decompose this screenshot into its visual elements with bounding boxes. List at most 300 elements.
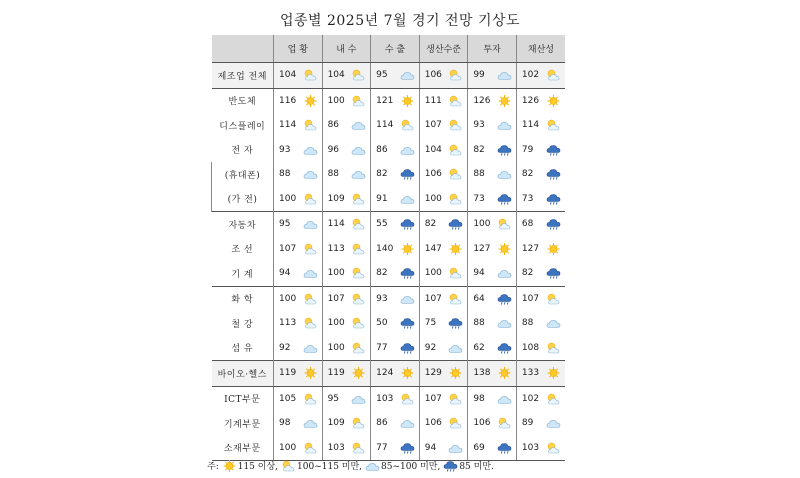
table-cell: [419, 187, 468, 212]
table-cell: [468, 361, 517, 387]
cell-value: 106: [424, 418, 442, 429]
cell-value: 100: [424, 193, 442, 204]
table-cell: [274, 436, 323, 461]
rain-weather-icon: [448, 218, 463, 230]
cell-value: 106: [424, 70, 442, 81]
table-cell: [274, 286, 323, 311]
table-cell: [371, 436, 420, 461]
cloud-weather-icon: [497, 393, 512, 405]
sun-weather-icon: [400, 95, 415, 107]
table-cell: [371, 88, 420, 113]
table-cell: [274, 237, 323, 262]
column-header: 투자: [468, 35, 517, 63]
table-cell: [419, 63, 468, 89]
partly-weather-icon: [448, 293, 463, 305]
partly-weather-icon: [351, 267, 366, 279]
table-cell: [516, 237, 565, 262]
table-cell: [371, 336, 420, 361]
row-label: ICT부문: [212, 386, 274, 411]
column-header: 생산수준: [419, 35, 468, 63]
cell-value: 126: [521, 95, 540, 106]
cell-value: 138: [473, 368, 491, 379]
table-cell: [419, 261, 468, 286]
table-cell: [419, 162, 468, 187]
partly-weather-icon: [303, 193, 318, 205]
rain-weather-icon: [443, 460, 458, 472]
table-cell: [419, 336, 468, 361]
table-row: [212, 311, 566, 336]
cell-value: 82: [521, 268, 534, 279]
cell-value: 106: [473, 418, 491, 429]
table-cell: [371, 386, 420, 411]
cell-value: 102: [521, 70, 540, 81]
partly-weather-icon: [546, 342, 561, 354]
cell-value: 94: [424, 442, 437, 453]
page-title: 업종별 2025년 7월 경기 전망 기상도: [279, 13, 521, 29]
sun-weather-icon: [546, 367, 561, 379]
table-cell: [274, 162, 323, 187]
table-cell: [371, 212, 420, 237]
cell-value: 133: [521, 368, 540, 379]
cloud-weather-icon: [303, 218, 318, 230]
rain-weather-icon: [400, 267, 415, 279]
cloud-weather-icon: [351, 144, 366, 156]
cell-value: 147: [424, 243, 442, 254]
table-row: [212, 261, 566, 286]
table-cell: [371, 361, 420, 387]
partly-weather-icon: [546, 119, 561, 131]
rain-weather-icon: [400, 442, 415, 454]
table-cell: [274, 336, 323, 361]
cell-value: 127: [521, 243, 540, 254]
cell-value: 111: [424, 95, 442, 106]
partly-weather-icon: [351, 243, 366, 255]
table-row: [212, 237, 566, 262]
table-cell: [322, 286, 371, 311]
cell-value: 64: [473, 293, 485, 304]
table-cell: [419, 237, 468, 262]
table-cell: [274, 261, 323, 286]
partly-weather-icon: [400, 393, 415, 405]
cell-value: 100: [279, 442, 297, 453]
sun-weather-icon: [497, 95, 512, 107]
cell-value: 107: [521, 293, 540, 304]
row-label: 화 학: [212, 286, 274, 311]
legend: [207, 459, 496, 472]
partly-weather-icon: [303, 69, 318, 81]
partly-weather-icon: [448, 168, 463, 180]
cell-value: 100: [473, 219, 491, 230]
cloud-weather-icon: [448, 342, 463, 354]
table-cell: [322, 436, 371, 461]
cell-value: 50: [376, 318, 388, 329]
partly-weather-icon: [351, 342, 366, 354]
partly-weather-icon: [351, 417, 366, 429]
table-row: [212, 411, 566, 436]
table-cell: [468, 286, 517, 311]
table-cell: [516, 187, 565, 212]
cell-value: 62: [473, 342, 485, 353]
cell-value: 88: [473, 318, 485, 329]
cell-value: 124: [376, 368, 394, 379]
table-cell: [419, 286, 468, 311]
sun-weather-icon: [497, 243, 512, 255]
cell-value: 107: [279, 243, 297, 254]
table-cell: [322, 411, 371, 436]
table-cell: [516, 88, 565, 113]
cell-value: 95: [279, 219, 291, 230]
table-cell: [322, 336, 371, 361]
partly-weather-icon: [351, 69, 366, 81]
cell-value: 102: [521, 393, 540, 404]
table-cell: [419, 113, 468, 138]
rain-weather-icon: [546, 168, 561, 180]
table-cell: [371, 311, 420, 336]
cell-value: 103: [327, 442, 345, 453]
cell-value: 100: [327, 318, 345, 329]
cell-value: 99: [473, 70, 485, 81]
rain-weather-icon: [400, 218, 415, 230]
table-row: [212, 63, 566, 89]
row-label: 기계부문: [223, 419, 261, 430]
cell-value: 73: [473, 193, 485, 204]
corner-cell: [212, 35, 274, 63]
partly-weather-icon: [351, 442, 366, 454]
row-label: (가 전): [212, 187, 274, 212]
cloud-weather-icon: [497, 69, 512, 81]
legend-text: 85 미만.: [459, 462, 494, 472]
table-cell: [419, 361, 468, 387]
partly-weather-icon: [303, 119, 318, 131]
partly-weather-icon: [303, 243, 318, 255]
row-label: 조 선: [231, 245, 254, 256]
table-cell: [468, 88, 517, 113]
cell-value: 98: [473, 393, 485, 404]
cloud-weather-icon: [400, 144, 415, 156]
cell-value: 73: [521, 193, 534, 204]
table-cell: [468, 187, 517, 212]
column-header: 업 황: [274, 35, 323, 63]
table-cell: [516, 336, 565, 361]
legend-text: 100~115 미만,: [297, 462, 363, 472]
table-cell: [274, 361, 323, 387]
row-label: 전 자: [231, 146, 254, 157]
row-label: 바이오·헬스: [212, 361, 274, 387]
cell-value: 86: [327, 120, 340, 131]
cell-value: 82: [473, 144, 485, 155]
cell-value: 127: [473, 243, 491, 254]
table-cell: [468, 63, 517, 89]
cell-value: 95: [376, 70, 388, 81]
cloud-weather-icon: [303, 267, 318, 279]
table-cell: [516, 436, 565, 461]
table-cell: [468, 113, 517, 138]
table-cell: [419, 386, 468, 411]
table-cell: [371, 138, 420, 163]
cell-value: 114: [327, 219, 345, 230]
cell-value: 113: [279, 318, 297, 329]
cell-value: 94: [473, 268, 485, 279]
cell-value: 69: [473, 442, 485, 453]
table-row: [212, 113, 566, 138]
table-row: [212, 162, 566, 187]
cell-value: 126: [473, 95, 491, 106]
table-row: [212, 336, 566, 361]
table-row: [212, 361, 566, 387]
sun-weather-icon: [351, 367, 366, 379]
table-cell: [516, 386, 565, 411]
cell-value: 107: [424, 293, 442, 304]
cell-value: 119: [327, 368, 345, 379]
partly-weather-icon: [448, 267, 463, 279]
cell-value: 79: [521, 144, 534, 155]
row-label: 디스플레이: [219, 121, 266, 132]
table-cell: [322, 88, 371, 113]
table-row: [212, 88, 566, 113]
table-cell: [468, 138, 517, 163]
cell-value: 82: [424, 219, 437, 230]
table-cell: [468, 411, 517, 436]
legend-text: 85~100 미만,: [381, 462, 441, 472]
cell-value: 114: [521, 120, 540, 131]
cell-value: 91: [376, 193, 388, 204]
partly-weather-icon: [351, 293, 366, 305]
cloud-weather-icon: [351, 393, 366, 405]
cell-value: 113: [327, 243, 345, 254]
table-cell: [371, 411, 420, 436]
cell-value: 109: [327, 418, 345, 429]
cell-value: 109: [327, 193, 345, 204]
table-cell: [274, 88, 323, 113]
row-label: 반도체: [212, 88, 274, 113]
table-cell: [419, 436, 468, 461]
rain-weather-icon: [400, 317, 415, 329]
cloud-weather-icon: [497, 119, 512, 131]
cell-value: 104: [327, 70, 345, 81]
table-cell: [322, 162, 371, 187]
sun-weather-icon: [448, 367, 463, 379]
table-cell: [322, 311, 371, 336]
table-cell: [322, 113, 371, 138]
sun-weather-icon: [546, 95, 561, 107]
rain-weather-icon: [497, 144, 512, 156]
sun-weather-icon: [400, 243, 415, 255]
table-cell: [371, 162, 420, 187]
sun-weather-icon: [222, 460, 237, 472]
table-cell: [322, 361, 371, 387]
cell-value: 108: [521, 342, 540, 353]
rain-weather-icon: [497, 193, 512, 205]
partly-weather-icon: [448, 193, 463, 205]
cell-value: 86: [376, 418, 388, 429]
column-header: 수 출: [371, 35, 420, 63]
table-row: [212, 386, 566, 411]
partly-weather-icon: [448, 119, 463, 131]
table-cell: [274, 138, 323, 163]
cell-value: 82: [376, 268, 388, 279]
table-cell: [468, 261, 517, 286]
cell-value: 106: [424, 169, 442, 180]
table-row: [212, 138, 566, 163]
table-cell: [274, 212, 323, 237]
cell-value: 104: [424, 144, 442, 155]
partly-weather-icon: [497, 417, 512, 429]
sun-weather-icon: [303, 95, 318, 107]
table-row: [212, 187, 566, 212]
cloud-weather-icon: [448, 442, 463, 454]
rain-weather-icon: [546, 193, 561, 205]
partly-weather-icon: [351, 95, 366, 107]
table-cell: [516, 162, 565, 187]
sun-weather-icon: [497, 367, 512, 379]
table-cell: [322, 261, 371, 286]
table-cell: [516, 113, 565, 138]
cell-value: 93: [473, 120, 485, 131]
cell-value: 95: [327, 393, 340, 404]
cell-value: 92: [424, 342, 437, 353]
table-cell: [322, 138, 371, 163]
cell-value: 100: [327, 95, 345, 106]
cell-value: 121: [376, 95, 394, 106]
table-cell: [274, 411, 323, 436]
table-cell: [516, 261, 565, 286]
table-row: [212, 212, 566, 237]
table-cell: [419, 88, 468, 113]
cell-value: 114: [279, 120, 297, 131]
table-cell: [516, 63, 565, 89]
partly-weather-icon: [448, 95, 463, 107]
table-cell: [419, 411, 468, 436]
cloud-weather-icon: [351, 168, 366, 180]
row-label: 섬 유: [231, 344, 254, 355]
partly-weather-icon: [546, 393, 561, 405]
partly-weather-icon: [400, 119, 415, 131]
cell-value: 100: [279, 193, 297, 204]
partly-weather-icon: [448, 69, 463, 81]
table-cell: [516, 286, 565, 311]
partly-weather-icon: [546, 293, 561, 305]
table-cell: [274, 187, 323, 212]
column-header: 채산성: [516, 35, 565, 63]
rain-weather-icon: [448, 317, 463, 329]
table-cell: [274, 63, 323, 89]
partly-weather-icon: [351, 218, 366, 230]
cell-value: 93: [279, 144, 291, 155]
partly-weather-icon: [351, 193, 366, 205]
legend-text: 115 이상,: [237, 462, 279, 472]
cell-value: 116: [279, 95, 297, 106]
rain-weather-icon: [497, 293, 512, 305]
table-cell: [371, 237, 420, 262]
partly-weather-icon: [546, 69, 561, 81]
partly-weather-icon: [448, 417, 463, 429]
table-cell: [468, 162, 517, 187]
cell-value: 100: [327, 342, 345, 353]
partly-weather-icon: [351, 317, 366, 329]
cell-value: 103: [376, 393, 394, 404]
sun-weather-icon: [303, 367, 318, 379]
cell-value: 82: [521, 169, 534, 180]
cell-value: 114: [376, 120, 394, 131]
cell-value: 107: [424, 393, 442, 404]
row-label: (휴대폰): [212, 162, 274, 187]
cell-value: 88: [521, 318, 534, 329]
cell-value: 92: [279, 342, 291, 353]
cloud-weather-icon: [400, 417, 415, 429]
table-cell: [516, 411, 565, 436]
cloud-weather-icon: [400, 193, 415, 205]
rain-weather-icon: [546, 218, 561, 230]
partly-weather-icon: [303, 317, 318, 329]
cloud-weather-icon: [400, 293, 415, 305]
row-label: 소재부문: [212, 436, 274, 461]
cell-value: 105: [279, 393, 297, 404]
cell-value: 107: [327, 293, 345, 304]
table-cell: [322, 187, 371, 212]
table-cell: [322, 63, 371, 89]
cell-value: 129: [424, 368, 442, 379]
rain-weather-icon: [400, 168, 415, 180]
cloud-weather-icon: [497, 267, 512, 279]
column-header: 내 수: [322, 35, 371, 63]
table-cell: [371, 63, 420, 89]
partly-weather-icon: [448, 144, 463, 156]
cell-value: 88: [473, 169, 485, 180]
cell-value: 96: [327, 144, 340, 155]
table-cell: [468, 386, 517, 411]
cloud-weather-icon: [546, 417, 561, 429]
partly-weather-icon: [448, 393, 463, 405]
table-cell: [371, 286, 420, 311]
table-cell: [516, 311, 565, 336]
table-row: [212, 436, 566, 461]
cell-value: 82: [376, 169, 388, 180]
row-label: 철 강: [231, 319, 254, 330]
cell-value: 55: [376, 219, 388, 230]
forecast-table: [211, 35, 565, 461]
cell-value: 94: [279, 268, 291, 279]
table-cell: [371, 261, 420, 286]
legend-prefix: 주:: [207, 462, 219, 472]
cell-value: 140: [376, 243, 394, 254]
cell-value: 103: [521, 442, 540, 453]
cell-value: 68: [521, 219, 534, 230]
cloud-weather-icon: [303, 144, 318, 156]
cell-value: 77: [376, 442, 388, 453]
partly-weather-icon: [281, 460, 296, 472]
rain-weather-icon: [546, 267, 561, 279]
table-cell: [274, 386, 323, 411]
table-cell: [322, 237, 371, 262]
table-cell: [468, 237, 517, 262]
cell-value: 100: [279, 293, 297, 304]
table-cell: [419, 311, 468, 336]
cloud-weather-icon: [351, 119, 366, 131]
cloud-weather-icon: [303, 417, 318, 429]
cloud-weather-icon: [497, 317, 512, 329]
table-cell: [371, 113, 420, 138]
cell-value: 75: [424, 318, 437, 329]
rain-weather-icon: [546, 144, 561, 156]
table-cell: [468, 311, 517, 336]
table-cell: [516, 361, 565, 387]
cell-value: 89: [521, 418, 534, 429]
cell-value: 77: [376, 342, 388, 353]
cloud-weather-icon: [365, 460, 380, 472]
row-label: 자동차: [212, 212, 274, 237]
rain-weather-icon: [400, 342, 415, 354]
table-cell: [468, 436, 517, 461]
